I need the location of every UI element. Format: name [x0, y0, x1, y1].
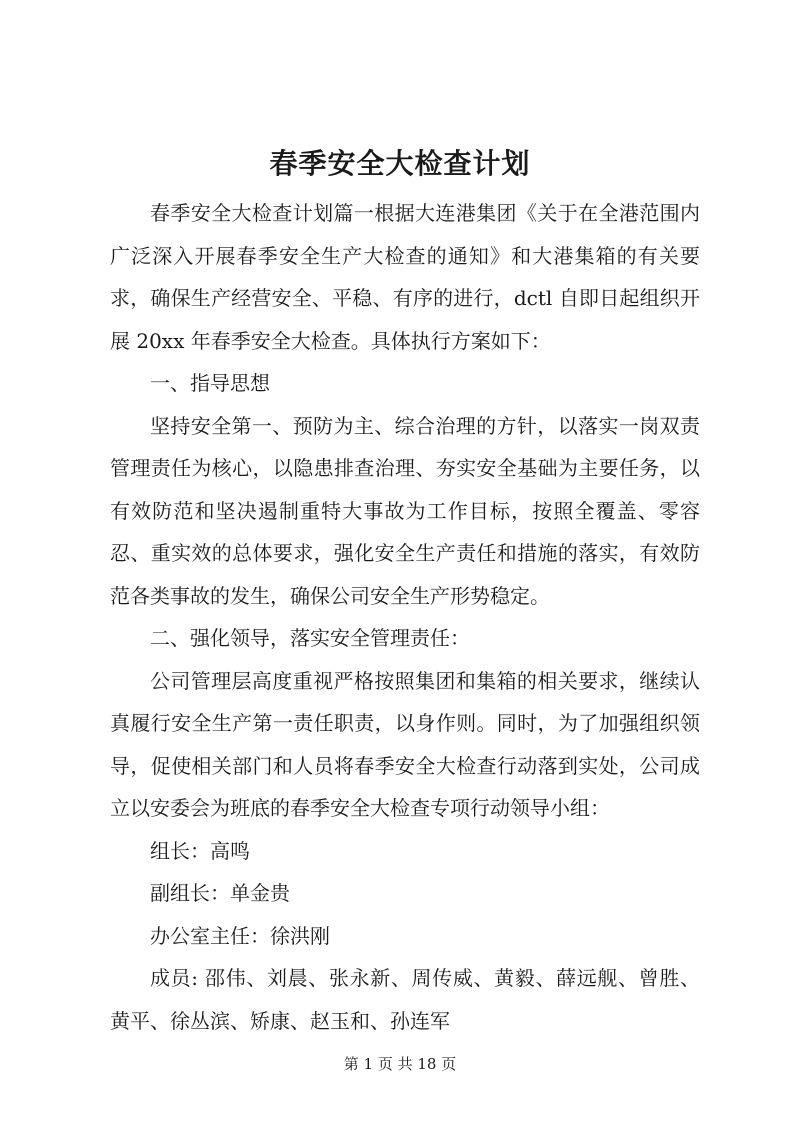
paragraph-guiding-ideology: 坚持安全第一、预防为主、综合治理的方针，以落实一岗双责管理责任为核心，以隐患排查治理、夯实安全基础为主要任务，以有效防范和坚决遏制重特大事故为工作目标，按照全覆盖、零容忍、重实效的总体要求，强化安全生产责任和措施的落实，有效防范各类事故的发生，确保公司安全生产形势稳定。 — [110, 413, 700, 608]
document-body — [110, 192, 700, 1042]
office-director-line: 办公室主任：徐洪刚 — [150, 923, 330, 948]
page-number-footer: 第 1 页 共 18 页 — [343, 1055, 457, 1073]
deputy-leader-line: 副组长：单金贵 — [150, 881, 290, 905]
paragraph-leadership: 公司管理层高度重视严格按照集团和集箱的相关要求，继续认真履行安全生产第一责任职责，以身作则。同时，为了加强组织领导，促使相关部门和人员将春季安全大检查行动落到实处，公司成立以安委会为班底的春季安全大检查专项行动领导小组： — [110, 668, 700, 820]
members-line: 成员: 邵伟、刘晨、张永新、周传威、黄毅、薛远舰、曾胜、黄平、徐丛滨、矫康、赵玉和、孙连军 — [110, 966, 700, 1033]
paragraph-intro: 春季安全大检查计划篇一根据大连港集团《关于在全港范围内广泛深入开展春季安全生产大检查的通知》和大港集箱的有关要求，确保生产经营安全、平稳、有序的进行，dctl 自即日起组织开展 20xx 年春季安全大检查。具体执行方案如下： — [110, 201, 700, 353]
team-leader-line: 组长：高鸣 — [150, 838, 250, 863]
heading-strengthen-leadership: 二、强化领导，落实安全管理责任： — [150, 626, 470, 650]
heading-guiding-ideology: 一、指导思想 — [150, 371, 270, 395]
document-title: 春季安全大检查计划 — [269, 147, 531, 180]
